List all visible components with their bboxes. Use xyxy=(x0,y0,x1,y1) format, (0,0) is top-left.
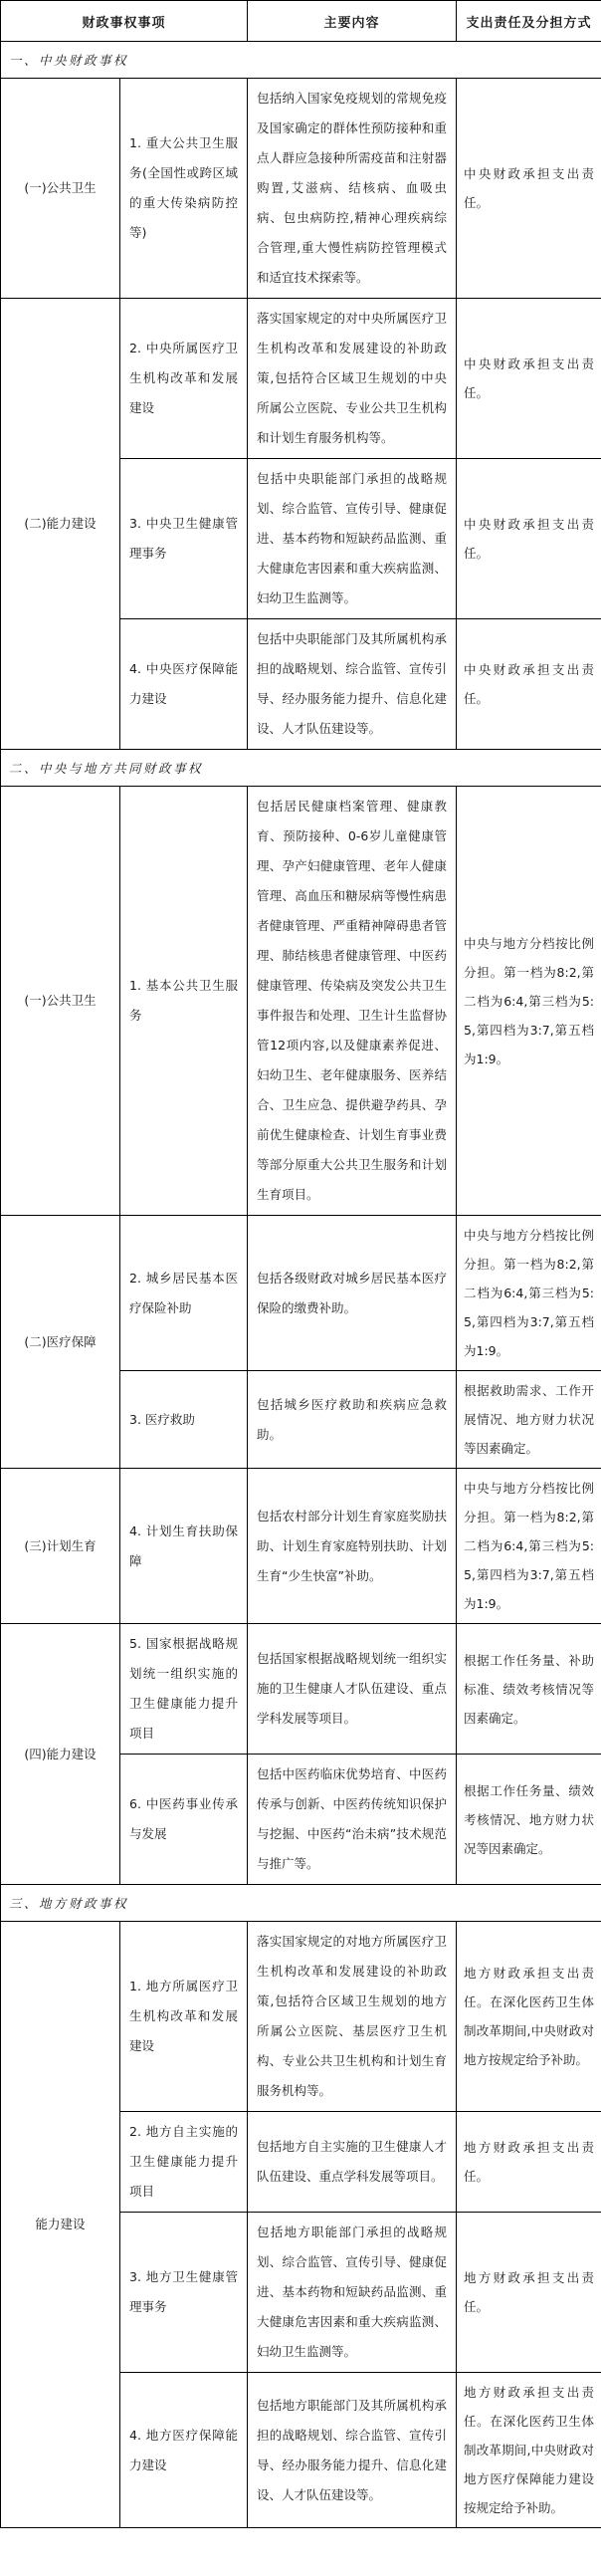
item-cell: 2. 中央所属医疗卫生机构改革和发展建设 xyxy=(120,299,248,459)
item-cell: 6. 中医药事业传承与发展 xyxy=(120,1755,248,1885)
responsibility-cell: 中央财政承担支出责任。 xyxy=(457,459,601,619)
category-cell: 能力建设 xyxy=(1,1922,120,2528)
category-cell: (一)公共卫生 xyxy=(1,79,120,299)
content-cell: 包括中央职能部门承担的战略规划、综合监管、宣传引导、健康促进、基本药物和短缺药品监测、重大健康危害因素和重大疾病监测、妇幼卫生监测等。 xyxy=(248,459,457,619)
content-cell: 包括各级财政对城乡居民基本医疗保险的缴费补助。 xyxy=(248,1216,457,1371)
content-cell: 包括纳入国家免疫规划的常规免疫及国家确定的群体性预防接种和重点人群应急接种所需疫苗和注射器购置,艾滋病、结核病、血吸虫病、包虫病防控,精神心理疾病综合管理,重大慢性病防控管理模式和适宜技术探索等。 xyxy=(248,79,457,299)
responsibility-cell: 根据工作任务量、补助标准、绩效考核情况等因素确定。 xyxy=(457,1624,601,1755)
header-cell-items: 财政事权事项 xyxy=(1,1,248,42)
table-row xyxy=(1,1624,601,1755)
category-cell: (二)能力建设 xyxy=(1,299,120,750)
category-cell: (一)公共卫生 xyxy=(1,787,120,1216)
category-cell: (四)能力建设 xyxy=(1,1624,120,1885)
content-cell: 包括中医药临床优势培育、中医药传承与创新、中医药传统知识保护与挖掘、中医药“治未病”技术规范与推广等。 xyxy=(248,1755,457,1885)
item-cell: 4. 地方医疗保障能力建设 xyxy=(120,2373,248,2528)
header-row xyxy=(1,1,601,42)
table-row xyxy=(1,299,601,459)
item-cell: 4. 计划生育扶助保障 xyxy=(120,1469,248,1624)
responsibility-cell: 中央财政承担支出责任。 xyxy=(457,619,601,750)
content-cell: 包括城乡医疗救助和疾病应急救助。 xyxy=(248,1371,457,1469)
responsibility-cell: 根据工作任务量、绩效考核情况、地方财力状况等因素确定。 xyxy=(457,1755,601,1885)
content-cell: 包括地方职能部门承担的战略规划、综合监管、宣传引导、健康促进、基本药物和短缺药品监测、重大健康危害因素和重大疾病监测、妇幼卫生监测等。 xyxy=(248,2213,457,2373)
item-cell: 1. 基本公共卫生服务 xyxy=(120,787,248,1216)
header-cell-content: 主要内容 xyxy=(248,1,457,42)
table-row xyxy=(1,1922,601,2112)
item-cell: 3. 地方卫生健康管理事务 xyxy=(120,2213,248,2373)
table-row xyxy=(1,79,601,299)
content-cell: 包括地方自主实施的卫生健康人才队伍建设、重点学科发展等项目。 xyxy=(248,2112,457,2213)
responsibility-cell: 中央财政承担支出责任。 xyxy=(457,299,601,459)
responsibility-cell: 中央与地方分档按比例分担。第一档为8:2,第二档为6:4,第三档为5:5,第四档为3:7,第五档为1:9。 xyxy=(457,1216,601,1371)
table-row xyxy=(1,1469,601,1624)
section-row xyxy=(1,42,601,79)
item-cell: 4. 中央医疗保障能力建设 xyxy=(120,619,248,750)
section-title: 三、地方财政事权 xyxy=(1,1885,601,1922)
content-cell: 包括中央职能部门及其所属机构承担的战略规划、综合监管、宣传引导、经办服务能力提升、信息化建设、人才队伍建设等。 xyxy=(248,619,457,750)
responsibility-cell: 中央与地方分档按比例分担。第一档为8:2,第二档为6:4,第三档为5:5,第四档为3:7,第五档为1:9。 xyxy=(457,1469,601,1624)
section-row xyxy=(1,1885,601,1922)
responsibility-cell: 中央与地方分档按比例分担。第一档为8:2,第二档为6:4,第三档为5:5,第四档为3:7,第五档为1:9。 xyxy=(457,787,601,1216)
category-cell: (二)医疗保障 xyxy=(1,1216,120,1469)
content-cell: 落实国家规定的对中央所属医疗卫生机构改革和发展建设的补助政策,包括符合区域卫生规划的中央所属公立医院、专业公共卫生机构和计划生育服务机构等。 xyxy=(248,299,457,459)
table-row xyxy=(1,787,601,1216)
content-cell: 包括农村部分计划生育家庭奖励扶助、计划生育家庭特别扶助、计划生育“少生快富”补助。 xyxy=(248,1469,457,1624)
item-cell: 5. 国家根据战略规划统一组织实施的卫生健康能力提升项目 xyxy=(120,1624,248,1755)
responsibility-cell: 根据救助需求、工作开展情况、地方财力状况等因素确定。 xyxy=(457,1371,601,1469)
section-title: 一、中央财政事权 xyxy=(1,42,601,79)
section-title: 二、中央与地方共同财政事权 xyxy=(1,750,601,787)
header-cell-responsibility: 支出责任及分担方式 xyxy=(457,1,601,42)
item-cell: 3. 医疗救助 xyxy=(120,1371,248,1469)
item-cell: 2. 城乡居民基本医疗保险补助 xyxy=(120,1216,248,1371)
table-row xyxy=(1,1216,601,1371)
item-cell: 3. 中央卫生健康管理事务 xyxy=(120,459,248,619)
item-cell: 1. 地方所属医疗卫生机构改革和发展建设 xyxy=(120,1922,248,2112)
table-body xyxy=(1,42,601,2528)
content-cell: 包括地方职能部门及其所属机构承担的战略规划、综合监管、宣传引导、经办服务能力提升、信息化建设、人才队伍建设等。 xyxy=(248,2373,457,2528)
item-cell: 2. 地方自主实施的卫生健康能力提升项目 xyxy=(120,2112,248,2213)
content-cell: 包括国家根据战略规划统一组织实施的卫生健康人才队伍建设、重点学科发展等项目。 xyxy=(248,1624,457,1755)
content-cell: 包括居民健康档案管理、健康教育、预防接种、0-6岁儿童健康管理、孕产妇健康管理、老年人健康管理、高血压和糖尿病等慢性病患者健康管理、严重精神障碍患者管理、肺结核患者健康管理、中医药健康管理、传染病及突发公共卫生事件报告和处理、卫生计生监督协管12项内容,以及健康素养促进、妇幼卫生、老年健康服务、医养结合、卫生应急、提供避孕药具、孕前优生健康检查、计划生育事业费等部分原重大公共卫生服务和计划生育项目。 xyxy=(248,787,457,1216)
content-cell: 落实国家规定的对地方所属医疗卫生机构改革和发展建设的补助政策,包括符合区域卫生规划的地方所属公立医院、基层医疗卫生机构、专业公共卫生机构和计划生育服务机构等。 xyxy=(248,1922,457,2112)
responsibility-cell: 地方财政承担支出责任。在深化医药卫生体制改革期间,中央财政对地方医疗保障能力建设按规定给予补助。 xyxy=(457,2373,601,2528)
responsibility-cell: 中央财政承担支出责任。 xyxy=(457,79,601,299)
section-row xyxy=(1,750,601,787)
responsibility-cell: 地方财政承担支出责任。在深化医药卫生体制改革期间,中央财政对地方按规定给予补助。 xyxy=(457,1922,601,2112)
responsibility-cell: 地方财政承担支出责任。 xyxy=(457,2112,601,2213)
category-cell: (三)计划生育 xyxy=(1,1469,120,1624)
item-cell: 1. 重大公共卫生服务(全国性或跨区域的重大传染病防控等) xyxy=(120,79,248,299)
responsibility-cell: 地方财政承担支出责任。 xyxy=(457,2213,601,2373)
